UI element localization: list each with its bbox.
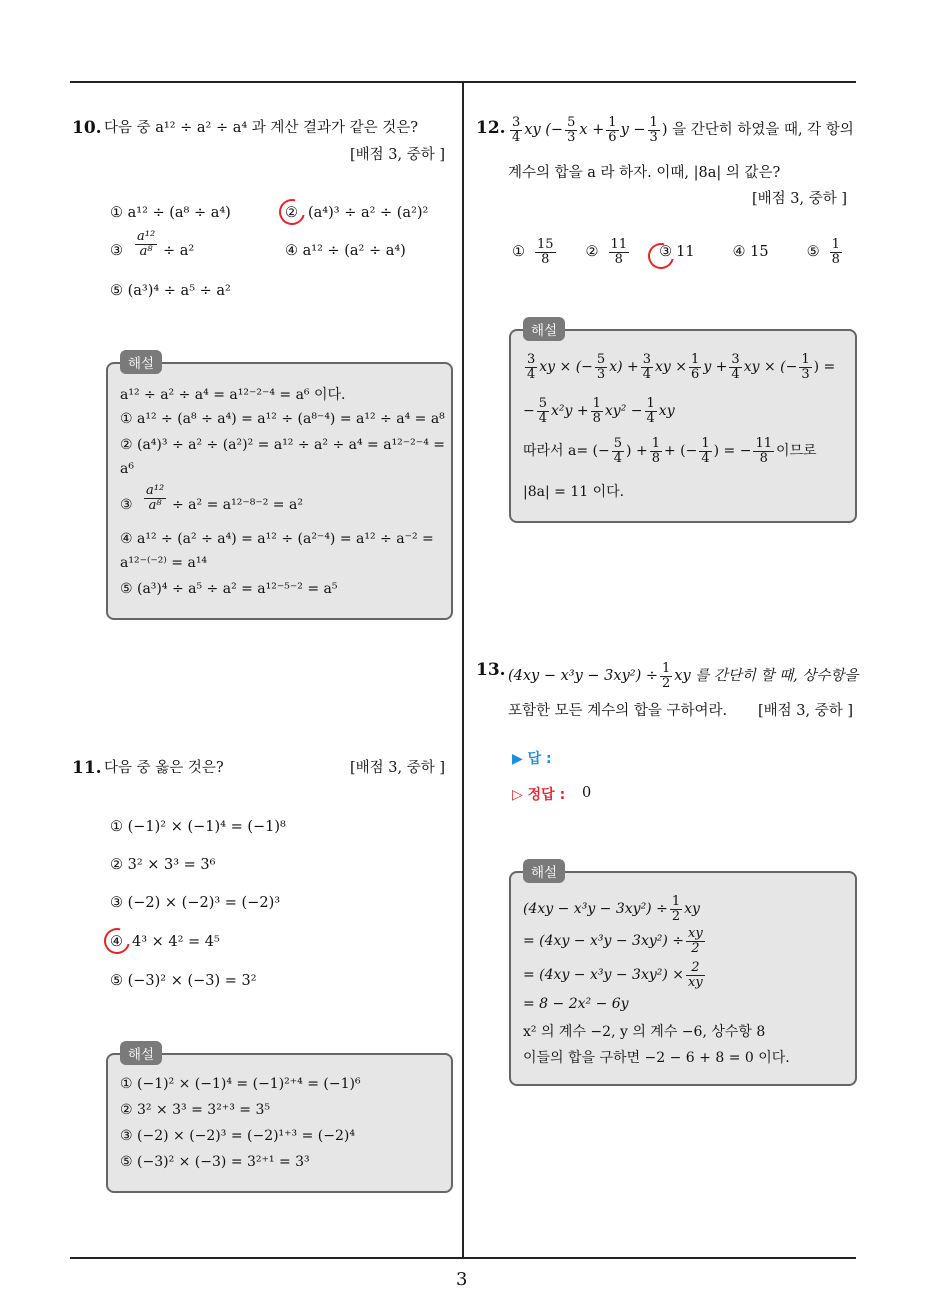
q12-choices: ① $\frac{15}{8}$ ② $\frac{11}{8}$ ③ 11 ④ 15 ⑤ $\frac{1}{8}$	[512, 237, 840, 267]
q11-choice-1: ① (−1)² × (−1)⁴ = (−1)⁸	[110, 819, 286, 835]
q11-choice-2: ② 3² × 3³ = 3⁶	[110, 857, 216, 873]
q11-number: 11.	[72, 758, 102, 778]
q12-choice-5-label: ⑤	[806, 244, 820, 261]
q11-sol-line: ⑤ (−3)² × (−3) = 3²⁺¹ = 3³	[120, 1154, 310, 1170]
q12-sol-line3: 따라서 a= (− $\frac{5}{4}$ ) + $\frac{1}{8}$ + (− $\frac{1}{4}$ ) = − $\frac{11}{8}$ 이므로	[523, 436, 817, 466]
q13-correct-value: 0	[582, 785, 592, 801]
q13-stem-line1: (4xy − x³y − 3xy²) ÷ $\frac{1}{2}$ xy 를 간단히 할 때, 상수항을	[508, 661, 859, 691]
q10-choice-5: ⑤ (a³)⁴ ÷ a⁵ ÷ a²	[110, 283, 231, 299]
q10-sol-line: ① a¹² ÷ (a⁸ ÷ a⁴) = a¹² ÷ (a⁸⁻⁴) = a¹² ÷ a⁴ = a⁸	[120, 411, 445, 427]
column-divider	[462, 83, 464, 1258]
q13-number: 13.	[476, 660, 506, 680]
bottom-rule	[70, 1257, 856, 1259]
q12-choice-4: ④ 15	[732, 244, 769, 261]
q11-choice-5: ⑤ (−3)² × (−3) = 3²	[110, 973, 257, 989]
q11-solution-tag: 해설	[120, 1041, 162, 1065]
q10-choice-4: ④ a¹² ÷ (a² ÷ a⁴)	[285, 243, 406, 259]
q12-sol-line2: − $\frac{5}{4}$ x²y + $\frac{1}{8}$ xy² − $\frac{1}{4}$ xy	[523, 396, 675, 426]
q13-sol-line4: = 8 − 2x² − 6y	[523, 996, 629, 1012]
q13-answer-label: ▶ 답 :	[512, 751, 552, 767]
q10-choice-1: ① a¹² ÷ (a⁸ ÷ a⁴)	[110, 205, 231, 221]
q10-choice-3: ÷ a²	[163, 243, 195, 259]
q11-choice-4-label: ④	[110, 934, 123, 950]
q12-solution-box	[509, 323, 857, 523]
q11-choice-3: ③ (−2) × (−2)³ = (−2)³	[110, 895, 281, 911]
q13-solution-tag: 해설	[523, 859, 565, 883]
q10-stem: 다음 중 a¹² ÷ a² ÷ a⁴ 과 계산 결과가 같은 것은?	[104, 120, 419, 136]
q11-sol-line: ① (−1)² × (−1)⁴ = (−1)²⁺⁴ = (−1)⁶	[120, 1076, 361, 1092]
page-number: 3	[456, 1269, 468, 1290]
q10-sol-label: ③	[120, 497, 133, 513]
q10-choice-2-label: ②	[285, 205, 298, 221]
q11-choice-4: 4³ × 4² = 4⁵	[132, 934, 220, 950]
q13-sol-line3: = (4xy − x³y − 3xy²) × $\frac{2}{xy}$	[523, 960, 703, 990]
q10-sol-line: ④ a¹² ÷ (a² ÷ a⁴) = a¹² ÷ (a²⁻⁴) = a¹² ÷ a⁻² =	[120, 531, 434, 547]
q10-sol-line: a⁶	[120, 461, 134, 477]
q11-score: [배점 3, 중하 ]	[350, 760, 446, 776]
q10-score: [배점 3, 중하 ]	[350, 147, 446, 163]
q10-number: 10.	[72, 118, 102, 138]
q10-choice-3-label: ③	[110, 243, 123, 259]
q11-sol-line: ② 3² × 3³ = 3²⁺³ = 3⁵	[120, 1102, 270, 1118]
q10-choice-3-fraction: $\frac{\text{a¹²}}{\text{a⁸}}$	[137, 229, 156, 259]
q10-sol-line: a¹² ÷ a² ÷ a⁴ = a¹²⁻²⁻⁴ = a⁶ 이다.	[120, 387, 346, 403]
q11-solution-box	[106, 1047, 453, 1193]
q13-score: [배점 3, 중하 ]	[758, 703, 854, 719]
q11-sol-line: ③ (−2) × (−2)³ = (−2)¹⁺³ = (−2)⁴	[120, 1128, 355, 1144]
q13-stem-line2: 포함한 모든 계수의 합을 구하여라.	[508, 703, 728, 719]
q13-correct-label: ▷ 정답 :	[512, 787, 566, 803]
q12-sol-line1: $\frac{3}{4}$ xy × (− $\frac{5}{3}$ x) + $\frac{3}{4}$ xy × $\frac{1}{6}$ y + $\frac{3}{4}$ xy × (− $\frac{1}{3}$ ) =	[527, 352, 836, 382]
q12-stem-line1: $\frac{3}{4}$ xy (− $\frac{5}{3}$ x + $\frac{1}{6}$ y − $\frac{1}{3}$ ) 을 간단히 하였을 때, 각 항의	[512, 115, 854, 145]
q10-sol-line: ⑤ (a³)⁴ ÷ a⁵ ÷ a² = a¹²⁻⁵⁻² = a⁵	[120, 581, 338, 597]
q13-sol-line6: 이들의 합을 구하면 −2 − 6 + 8 = 0 이다.	[523, 1050, 790, 1066]
q10-sol-line: ② (a⁴)³ ÷ a² ÷ (a²)² = a¹² ÷ a² ÷ a⁴ = a¹²⁻²⁻⁴ =	[120, 437, 445, 453]
q13-sol-line1: (4xy − x³y − 3xy²) ÷ $\frac{1}{2}$ xy	[523, 894, 700, 924]
q12-stem-line2: 계수의 합을 a 라 하자. 이때, |8a| 의 값은?	[508, 165, 781, 181]
q11-stem: 다음 중 옳은 것은?	[104, 760, 224, 776]
q13-sol-line2: = (4xy − x³y − 3xy²) ÷ $\frac{xy}{2}$	[523, 926, 703, 956]
q12-sol-line4: |8a| = 11 이다.	[523, 484, 625, 500]
q12-choice-2-label: ②	[585, 244, 599, 261]
q10-choice-2: (a⁴)³ ÷ a² ÷ (a²)²	[308, 205, 429, 221]
q12-score: [배점 3, 중하 ]	[752, 191, 848, 207]
q12-choice-3-value: 11	[676, 244, 695, 261]
q10-sol-line: a¹²⁻⁽⁻²⁾ = a¹⁴	[120, 555, 208, 571]
q12-solution-tag: 해설	[523, 317, 565, 341]
q10-sol-fraction: $\frac{\text{a¹²}}{\text{a⁸}}$	[146, 483, 165, 513]
q12-choice-3-label: ③	[659, 244, 673, 261]
q12-choice-1-label: ①	[512, 244, 525, 261]
q10-solution-box	[106, 356, 453, 620]
q13-sol-line5: x² 의 계수 −2, y 의 계수 −6, 상수항 8	[523, 1024, 766, 1040]
q13-solution-box	[509, 865, 857, 1086]
q10-solution-tag: 해설	[120, 350, 162, 374]
q10-sol-line: ÷ a² = a¹²⁻⁸⁻² = a²	[172, 497, 303, 513]
q12-number: 12.	[476, 118, 506, 138]
